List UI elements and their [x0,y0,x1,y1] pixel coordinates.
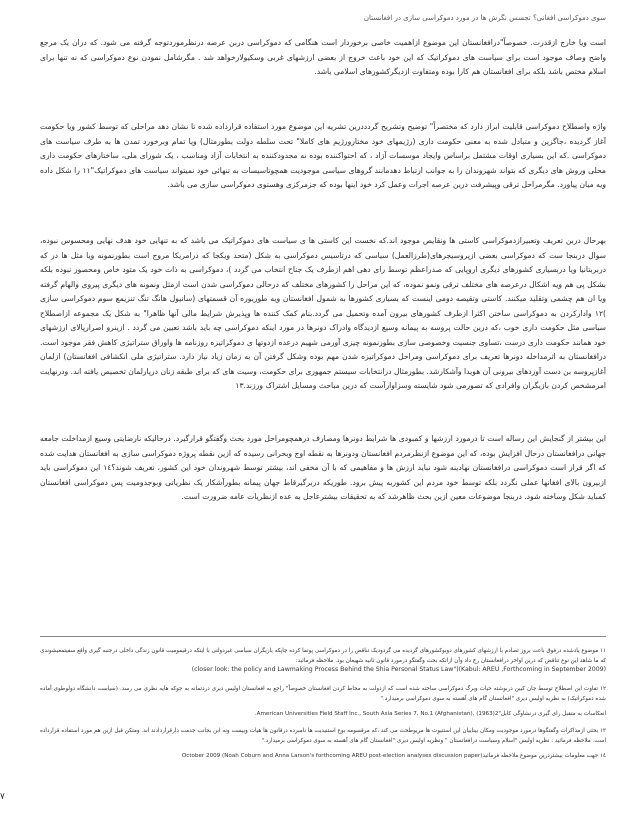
footnote-11-english-text: (closer look: the policy and Lawmaking Process Behind the Shia Personal Status Law")(Kabul: AREU ,Forthcoming in September 2009) [191,666,606,673]
footnote-14: ١٤ جهت معلومات بیشتردرین موضوع ملاحظه فرمائید(Noah Coburn and Anna Larson's forthcoming AREU post-election analyses discussion paper) October 2009 [181,753,606,759]
footnote-13: ١٣ بحثی ازمذاکرات وگفتگوها درمورد موجودیت ومکان بیناییان این استنیوت ها مریوطحث می کند ،که مرقسومه بوع استنیدیت ها نامبرده درقانون ها هیات وبیست ونه ابن بجانب جدمت دارقراردادند اند. ومتکن قبل ازین هم مورد استفاده قرارداده است. ملاحظه فرمائید : نظریه اولیس "اسلام وسیاست درافغانستان " ونظریه اولیس دیری "افغانستان گام های آهسته به سوی دموکراسی برمیدارد." [40,728,606,744]
footnote-11-english [40,665,606,676]
footnote-12: ١٢ تفاوت این اصطلاح توسط جان کیین دربوشته حیات وبرگ دموکراسی ساخته شده است که ازدولت به محاط کردن افغانستان خصوصاً" راجع به افغانستان اولیس دیری دردتمانه به جوکه هایه نظری می رسد. (سیاست دانشگاه دولوطوی آماده شده دموکراتیک) به نظریه اولیس دیری "افغانستان گام های آهسته به سوی دموکراسی برمیدارد." [40,686,606,702]
document-page [40,0,606,826]
body-paragraph-4: این بیشتر از گنجایش این رساله است تا درمورد ارزشها و کمبودی ها شرایط دونرها ومصارف درهمچومراحل مورد بحث وگفتگو قرارگیرد. درحالیکه نارضایتی وسیع ازمداخلت جامعه جهانی درافغانستان درحال افزایش بوده، که این موضوع ازنظرمردم افغانستان ودونرها به نقطه اوج وبحرانی رسیده که ازین نقطه پروژه دموکراسی سازی به افغانستان هدایت شده که اگر قرار است دموکراسی درافغانستان نهادینه شود نباید ارزش ها و مفاهیمی که با آن مخفی اند، بیشتر توسط شهروندان خود این کشور، تعریف شوند؟١٤ این دموکراسی باید ازبیرون بالای افغانها عملی نگردد بلکه توسط خود مردم این کشوربه پیش برود. طوریکه دربرگیرقاط جهان پیمانه بطورآشکار یک نظریاتی وبوجدومیت پس دموکراسی افغانستان کمباید شکل وساخته شود. دربنجا موضوعات معین ازین بحث ظاهرشد که به تحقیقات بیشترعاجل به عده ازنظریات عامه ضرورت است. [40,434,606,501]
footnote-separator [40,636,606,637]
running-header: سوی دموکراسی افغانی؟ تجسس نگرش ها در مورد دموکراسی سازی در افغانستان [363,14,606,22]
page-number: ٧ [0,792,5,802]
body-paragraph-1: است ویا خارج ازقدرت. خصوصاً"درافغانستان این موضوع ازاهمیت خاصی برخوردار است هنگامی که دموکراسی دربن عرصه درنظرموردتوجه گرفته می شود. که دران یک مرجع واضح وصاف موجود است برای سیاست های دموکراتیک که این خود باعث خروج از بعضی ارزشهای غربی وسکیولارخواهد شد . مگرشامل نمودن نوع دموکراسی که نه تنها برای اسلام مختص باشد بلکه برای افغانستان هم کارا بوده ومتفاوت ازدیگرکشورهای اسلامی باشد. [40,38,606,76]
body-paragraph-2: واژه واصطلاح دموکراسی قابلیت ابراز دارد که مختصراً" توضیح وتشریح گردددرین تشریه این موضوع مورد استفاده قرارداده شده تا نشان دهد مراحلی که توسط کشور ویا حکومت آغاز گردیده ،جاگزین و متبادل شده به معنی حکومت داری (رژیمهای خود مختارورژیم های کاملا" تحت سلطه دولت بطورمثال) ویا تمام وبرخورد تمدن ها به طرف سیاست های دموکراسی .که این بسیاری اوقات مشتمل براساس وایجاد موسسات آزاد ، که احتواکننده بوده نه محدودکننده به انتخابات آزاد ومناسب ، یک شورای ملی، ساختارهای حکومت داری محلی وروش های دیگری که بتواند شهروندان را به جوانب ارتباط دهدمانند گروهای سیاسی موجودیت همچوتاسیسات به تنهائی خود نمیتواند سیاست های دموکراتیک"١١ را شکل داده ویه میان پیاورد. مگرمراحل ترقی وپیشرفت درین عرصه اجرات وعمل کرد خود اینها بوده که جزمرکزی وهستوی دموکراسی سازی می باشد. [40,122,606,189]
footnote-11: ١١ موضوع یادشده درفوق باعث بروز تصادم با ارزشهای کشورهای دوبوکشورهای گردیده می گردودیک تناقض را در دموکراسی پوتما کرده چاپکه بازیگران سیاسی غیردولتی با اینکه درقیمومیت قانون زندگی داخلی درجنبه گیری واقع سفیتمعیشوندی که ما شاهد این نوع تناقض که درین اواخر درافغانستان رخ داد وآن ازانکه بحث وگفتگو درمورد قانون ثانیه شهیعان بود. ملاحظه فرمائید: [40,648,606,664]
footnote-12-reference: انعکاسات به متقبل رای گیری درنشاوگی کابل"2(1963) ,American Universities Field Staff Inc., South Asia Series 7, No.1 (Afghanistan). [254,711,606,717]
body-paragraph-3: بهرحال دربن تعریف وتعبیرازدموکراسی کاستی ها ونقایص موجود اند.که نخست این کاستی ها ی سیاست های دموکراتیک می باشد که به تنهایی خود هدف نهایی ومحسوس نبوده، سوال دربنجا ست که دموکراسی بعضی ازپروسیجرهای(طرزالعمل) سیاسی که درتاسیس دموکراسی به شکل (متحد ویکجا که درامریکا مروج است بطورنمونه ویا مثل ها در که دربربتانیا ویا دربسیاری کشورهای دیگری اروپایی که صدراعظم توسط رای دهی اهم ازطرف یک جناح انتخاب می گردد )، دموکراسی به ذات خود یک متود خاص ومحصور نبوده بلکه بشکل پی هم ویه اشکال درعرصه های مختلف ترقی ونمو نموده، که این مراحل را کشورهای مختلف که درحالی دموکراسی شدن است ازمثل ونمونه های دیگری پیروی والهام گرفته ویا ان هم چشمی وتقلید میکنند. کاستی وتقیصه دومی اینست که بسیاری کشورها به شمول افغانستان ویه طوریوره آن قسمتهای (سانیول هانگ تنگ تنزیمع سوم دموکراسی سازی )١٢ وادارکردن به دموکراسی ساختن اکثرا ازطرف کشورهای بیرون آمده وتحمیل می گردد.بنام کمک کننده ها وپذیرش شرایط مالی آنها ظاهرا" به شکل یک مجموعه ازاصطلاح سیاسی مثل حکومت داری خوب ،که درین حالت پروسه به پیمانه وسیع ازدیدگاه وادراک دونرها در مورد اینکه دموکراسی چه باید باشد تعیین می گردد . ازینرو اصرارپالای ارزشهای خود همانند حکومت داری درست ،تساوی جنسیت وخصوصی سازی بطورنمونه چیزی آورمی شهیم درعده ازدوتها ی دموکراتیزه روزنامه ها واوراق ستراتیژی کاهش فقر موجود است. درافغانستان به اثرمداخله دونرها تعریف برای دموکراسی ومراحل دموکراتیزه شدن مهم بوده وشکل گرفتن آن به زمان زیاد نیاز دارد. ستراتیژی ملی انکشافی افغانستان) ازلمان آغازپروسه بن دست آوردهای بیرونی آن هویدا وآشکارشد. بطورمثال درانتخابات سیستم جمهوری برای حکومت، وسیت های که برای طبقه زنان درپارلمان تخصیص یافته اند. ودرنهایت امرمشخص کردن بازیگران وافرادی که تصورمی شود شایسته وسزاوارآست که درین مباحث ومسایل اشتراک ورزند.١٣ [40,236,606,390]
